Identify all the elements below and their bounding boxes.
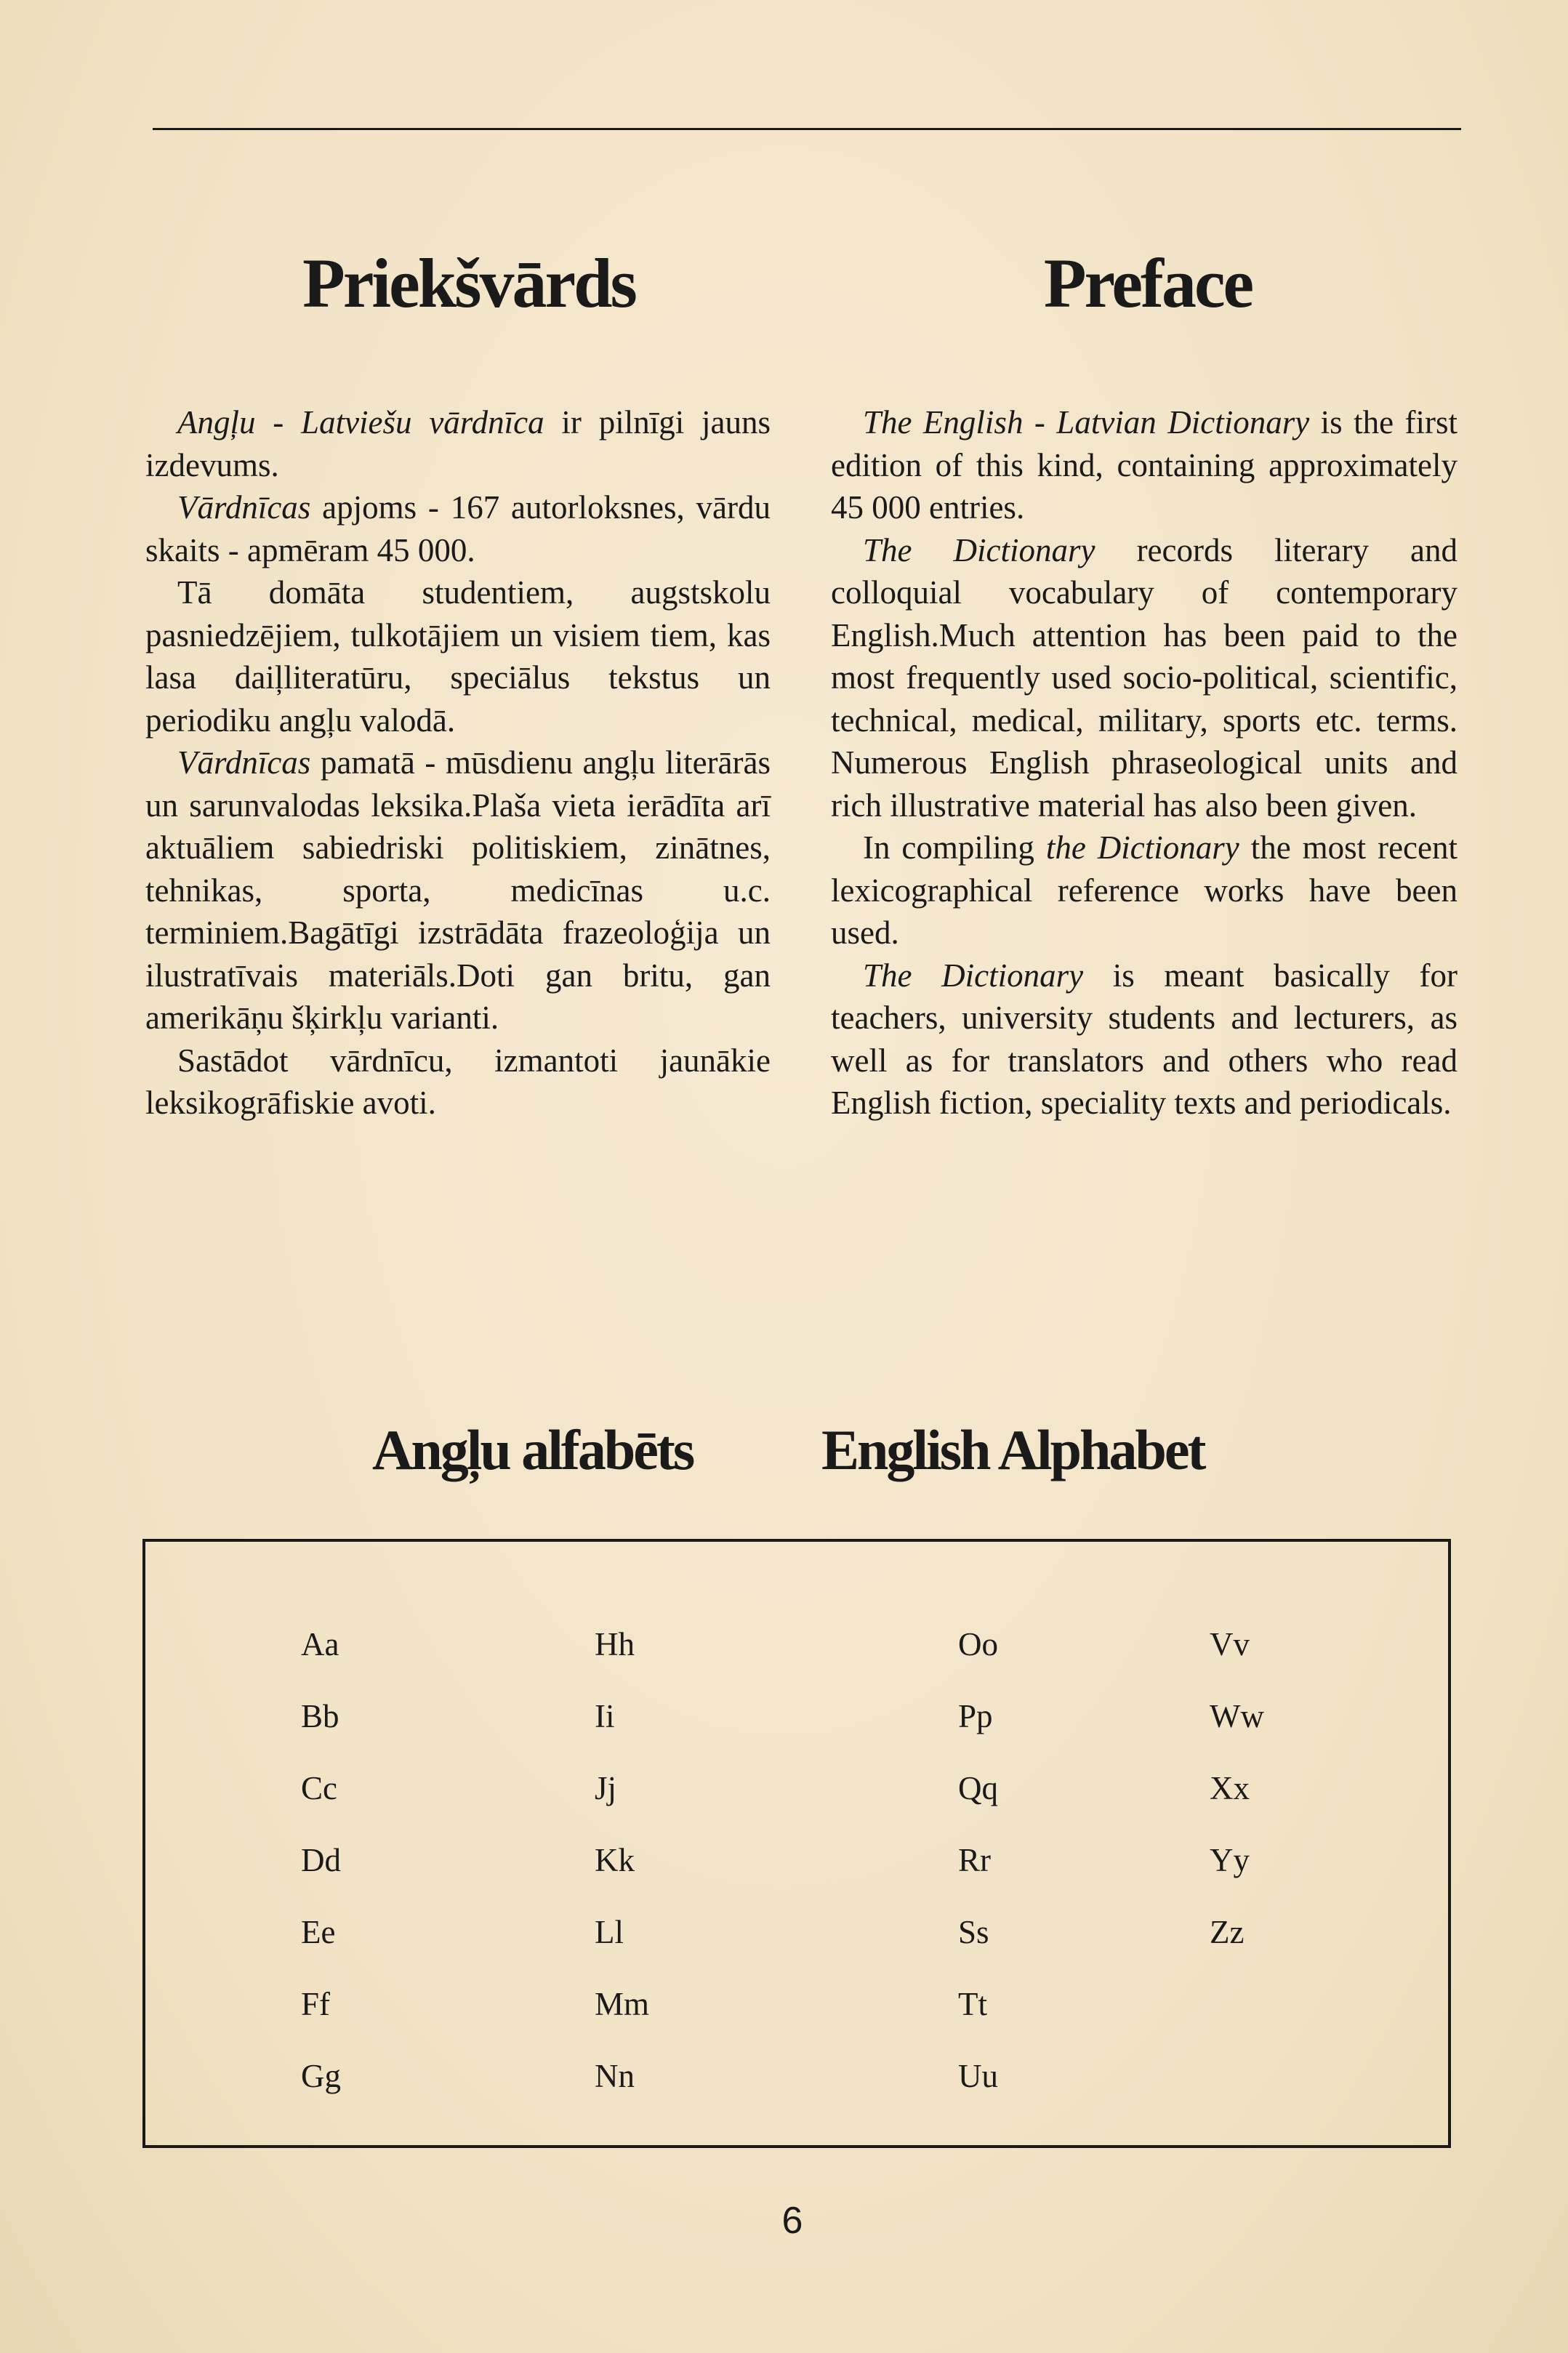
alphabet-column (958, 1609, 998, 2112)
latvian-preface-column (145, 233, 771, 1125)
alphabet-letter: Yy (1210, 1842, 1250, 1878)
english-preface-column (831, 233, 1458, 1125)
alphabet-letter: Bb (301, 1698, 339, 1734)
alphabet-column (595, 1609, 649, 2112)
paragraph-text: is meant basically for teachers, university students and lecturers, as well as for translators and others who read English fiction, speciality texts and periodicals. (831, 957, 1458, 1121)
paragraph-text: the most recent lexicographical reference works have been used. (831, 829, 1458, 951)
paragraph-italic: The Dictionary (863, 957, 1084, 994)
paragraph-italic: The English - Latvian Dictionary (863, 404, 1310, 441)
alphabet-letter: Hh (595, 1626, 635, 1662)
paragraph-prefix: In compiling (863, 829, 1046, 866)
latvian-paragraph (145, 1039, 771, 1125)
alphabet-letter: Ll (595, 1914, 624, 1950)
paragraph-text: records literary and colloquial vocabulary of contemporary English.Much attention has been paid to the most frequently used socio-political, scientific, technical, medical, military, sports etc. terms. Numerous English phraseological units and rich illustrative material has also been given. (831, 531, 1458, 824)
alphabet-letter: Rr (958, 1842, 991, 1878)
alphabet-column (1210, 1609, 1264, 1968)
latvian-paragraph (145, 741, 771, 1039)
alphabet-headings (0, 1403, 1568, 1497)
paragraph-text: Sastādot vārdnīcu, izmantoti jaunākie leksikogrāfiskie avoti. (145, 1042, 771, 1121)
alphabet-letter: Cc (301, 1770, 337, 1806)
alphabet-letter: Gg (301, 2058, 341, 2094)
paragraph-italic: the Dictionary (1045, 829, 1239, 866)
latvian-paragraph (145, 571, 771, 741)
top-rule (153, 128, 1461, 130)
alphabet-letter: Uu (958, 2058, 998, 2094)
alphabet-letter: Dd (301, 1842, 341, 1878)
alphabet-letter: Ss (958, 1914, 989, 1950)
alphabet-letter: Aa (301, 1626, 339, 1662)
latvian-paragraph (145, 401, 771, 486)
alphabet-letter: Kk (595, 1842, 635, 1878)
paragraph-text: apjoms - 167 autorloksnes, vārdu skaits - apmēram 45 000. (145, 489, 771, 568)
alphabet-letter: Oo (958, 1626, 998, 1662)
paragraph-text: is the first edition of this kind, containing approximately 45 000 entries. (831, 404, 1458, 526)
paragraph-text: ir pilnīgi jauns izdevums. (145, 404, 771, 483)
alphabet-table (142, 1539, 1451, 2148)
english-paragraph (831, 529, 1458, 827)
alphabet-column (301, 1609, 341, 2112)
english-paragraph (831, 954, 1458, 1125)
paragraph-italic: The Dictionary (863, 531, 1095, 568)
paragraph-text: Tā domāta studentiem, augstskolu pasniedzējiem, tulkotājiem un visiem tiem, kas lasa daiļliteratūru, speciālus tekstus un periodiku angļu valodā. (145, 574, 771, 739)
alphabet-letter: Mm (595, 1986, 650, 2022)
alphabet-letter: Tt (958, 1986, 987, 2022)
alphabet-letter: Nn (595, 2058, 635, 2094)
paragraph-text: pamatā - mūsdienu angļu literārās un sarunvalodas leksika.Plaša vieta ierādīta arī aktuāliem sabiedriski politiskiem, zinātnes, tehnikas, sporta, medicīnas u.c. terminiem.Bagātīgi izstrādāta frazeoloģija un ilustratīvais materiāls.Doti gan britu, gan amerikāņu šķirkļu varianti. (145, 744, 771, 1036)
alphabet-letter: Zz (1210, 1914, 1245, 1950)
alphabet-letter: Xx (1210, 1770, 1250, 1806)
paragraph-italic: Angļu - Latviešu vārdnīca (177, 404, 544, 441)
alphabet-letter: Ee (301, 1914, 336, 1950)
english-preface-title: Preface (1043, 244, 1253, 322)
latvian-preface-title: Priekšvārds (302, 244, 635, 322)
latvian-paragraph (145, 486, 771, 571)
alphabet-letter: Jj (595, 1770, 617, 1806)
alphabet-letter: Qq (958, 1770, 998, 1806)
paragraph-italic: Vārdnīcas (177, 744, 311, 781)
page-number: 6 (781, 2200, 803, 2242)
alphabet-letter: Ww (1210, 1698, 1264, 1734)
alphabet-title-english: English Alphabet (821, 1418, 1205, 1481)
english-paragraph (831, 826, 1458, 954)
english-paragraph (831, 401, 1458, 529)
alphabet-title-latvian: Angļu alfabēts (372, 1418, 693, 1481)
alphabet-letter: Ii (595, 1698, 615, 1734)
paragraph-italic: Vārdnīcas (177, 489, 311, 526)
alphabet-letter: Ff (301, 1986, 331, 2022)
alphabet-letter: Vv (1210, 1626, 1250, 1662)
alphabet-letter: Pp (958, 1698, 993, 1734)
